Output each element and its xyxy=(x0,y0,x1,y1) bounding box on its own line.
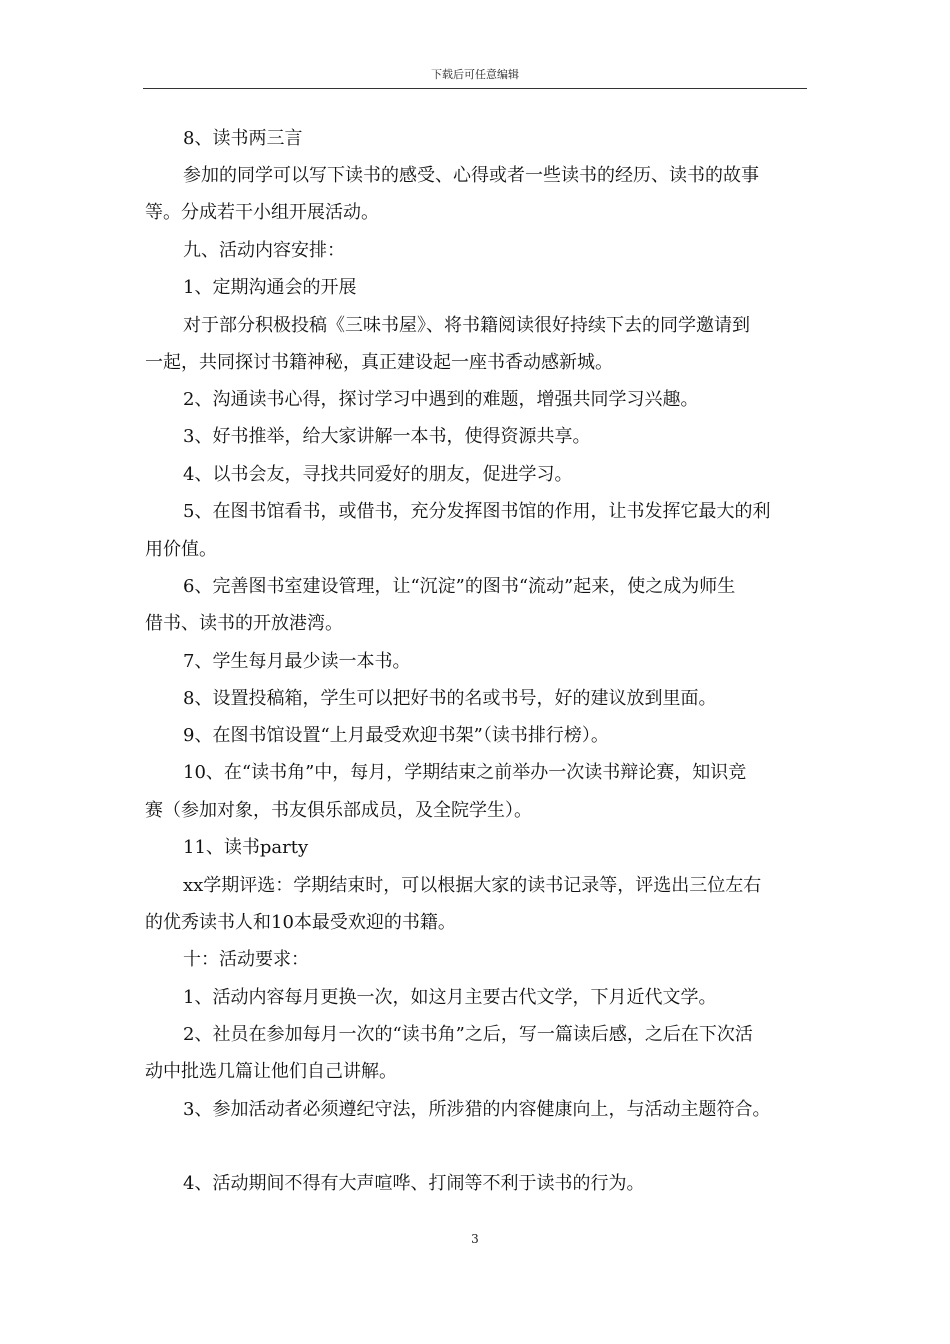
paragraph-line: 赛（参加对象，书友俱乐部成员，及全院学生）。 xyxy=(145,800,532,821)
paragraph-line: 9、在图书馆设置“上月最受欢迎书架”（读书排行榜）。 xyxy=(183,725,609,746)
paragraph-line: 参加的同学可以写下读书的感受、心得或者一些读书的经历、读书的故事 xyxy=(183,165,759,186)
paragraph-line: 11、读书party xyxy=(183,837,309,858)
page-number: 3 xyxy=(471,1232,479,1246)
page-header: 下载后可任意编辑 xyxy=(431,68,519,81)
section-heading: 九、活动内容安排： xyxy=(183,240,345,261)
paragraph-line: 借书、读书的开放港湾。 xyxy=(145,613,343,634)
paragraph-line: 6、完善图书室建设管理，让“沉淀”的图书“流动”起来，使之成为师生 xyxy=(183,576,736,597)
paragraph-line: 动中批选几篇让他们自己讲解。 xyxy=(145,1061,397,1082)
paragraph-line: 4、以书会友，寻找共同爱好的朋友，促进学习。 xyxy=(183,464,573,485)
paragraph-line: 4、活动期间不得有大声喧哗、打闹等不利于读书的行为。 xyxy=(183,1173,645,1194)
header-divider xyxy=(143,88,807,89)
paragraph-line: 7、学生每月最少读一本书。 xyxy=(183,651,411,672)
section-heading: 十：活动要求： xyxy=(183,949,309,970)
paragraph-line: xx学期评选：学期结束时，可以根据大家的读书记录等，评选出三位左右 xyxy=(183,875,762,896)
paragraph-line: 2、社员在参加每月一次的“读书角”之后，写一篇读后感，之后在下次活 xyxy=(183,1024,753,1045)
paragraph-line: 1、活动内容每月更换一次，如这月主要古代文学，下月近代文学。 xyxy=(183,987,717,1008)
paragraph-line: 等。分成若干小组开展活动。 xyxy=(145,202,379,223)
paragraph-line: 一起，共同探讨书籍神秘，真正建设起一座书香动感新城。 xyxy=(145,352,613,373)
paragraph-line: 10、在“读书角”中，每月，学期结束之前举办一次读书辩论赛，知识竞 xyxy=(183,762,747,783)
paragraph-line: 8、读书两三言 xyxy=(183,128,303,149)
paragraph-line: 用价值。 xyxy=(145,539,217,560)
paragraph-line: 2、沟通读书心得，探讨学习中遇到的难题，增强共同学习兴趣。 xyxy=(183,389,699,410)
paragraph-line: 5、在图书馆看书，或借书，充分发挥图书馆的作用，让书发挥它最大的利 xyxy=(183,501,771,522)
paragraph-line: 1、定期沟通会的开展 xyxy=(183,277,357,298)
paragraph-line: 3、参加活动者必须遵纪守法，所涉猎的内容健康向上，与活动主题符合。 xyxy=(183,1099,771,1120)
paragraph-line: 8、设置投稿箱，学生可以把好书的名或书号，好的建议放到里面。 xyxy=(183,688,717,709)
paragraph-line: 的优秀读书人和10本最受欢迎的书籍。 xyxy=(145,912,456,933)
paragraph-line: 3、好书推举，给大家讲解一本书，使得资源共享。 xyxy=(183,426,591,447)
paragraph-line: 对于部分积极投稿《三味书屋》、将书籍阅读很好持续下去的同学邀请到 xyxy=(183,315,750,336)
